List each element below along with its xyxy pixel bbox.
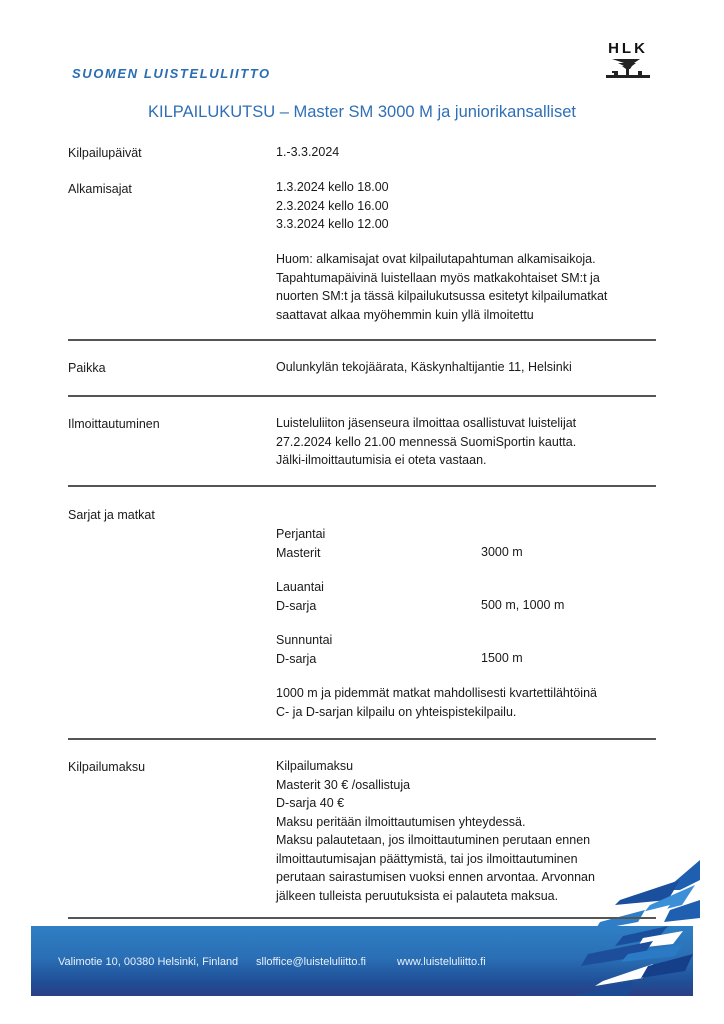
hlk-logo-text: HLK xyxy=(608,40,648,57)
fee-line: jälkeen tulleista peruutuksista ei palauteta maksua. xyxy=(276,888,559,903)
class-name: Masterit xyxy=(276,545,321,560)
divider xyxy=(68,339,656,341)
fee-line: D-sarja 40 € xyxy=(276,796,345,810)
series-note: 1000 m ja pidemmät matkat mahdollisesti kvartettilähtöinä xyxy=(276,686,597,700)
series-label: Sarjat ja matkat xyxy=(68,508,155,522)
day-name: Perjantai xyxy=(276,527,326,541)
footer-email-link[interactable]: slloffice@luisteluliitto.fi xyxy=(256,956,367,968)
footer-band xyxy=(31,926,693,996)
fee-line: ilmoittautumisajan päättymistä, tai jos ilmoittautuminen xyxy=(276,851,578,866)
place-value: Oulunkylän tekojäärata, Käskynhaltijantie 11, Helsinki xyxy=(276,360,572,374)
class-name: D-sarja xyxy=(276,651,317,666)
hlk-logo xyxy=(604,40,652,86)
divider xyxy=(68,738,656,740)
note-line: Tapahtumapäivinä luistellaan myös matkakohtaiset SM:t ja xyxy=(276,270,600,285)
fee-line: perutaan sairastumisen vuoksi ennen arvontaa. Arvonnan xyxy=(276,870,595,884)
start-times-list xyxy=(276,178,389,234)
place-label: Paikka xyxy=(68,361,106,375)
footer-address: Valimotie 10, 00380 Helsinki, Finland xyxy=(58,956,239,968)
distances-sunday: 1500 m xyxy=(481,651,523,665)
organization-name: SUOMEN LUISTELULIITTO xyxy=(72,66,271,81)
note-line: nuorten SM:t ja tässä kilpailukutsussa esitetyt kilpailumatkat xyxy=(276,289,608,303)
skating-rink-logo-icon xyxy=(604,57,652,81)
registration-line: Jälki-ilmoittautumisia ei oteta vastaan. xyxy=(276,453,487,467)
start-time: 1.3.2024 kello 18.00 xyxy=(276,180,389,194)
note-line: Huom: alkamisajat ovat kilpailutapahtuman alkamisaikoja. xyxy=(276,252,596,266)
start-times-label: Alkamisajat xyxy=(68,182,132,196)
registration-text xyxy=(276,414,576,470)
fee-line: Kilpailumaksu xyxy=(276,759,354,773)
footer-website-link[interactable]: www.luisteluliitto.fi xyxy=(397,956,486,968)
series-day-sunday xyxy=(276,631,332,668)
registration-line: Luisteluliiton jäsenseura ilmoittaa osallistuvat luistelijat xyxy=(276,416,577,430)
start-time: 3.3.2024 kello 12.00 xyxy=(276,217,389,231)
fee-line: Masterit 30 € /osallistuja xyxy=(276,777,411,792)
registration-label: Ilmoittautuminen xyxy=(68,417,160,431)
divider xyxy=(68,395,656,397)
divider xyxy=(68,917,656,919)
dates-value: 1.-3.3.2024 xyxy=(276,145,340,159)
series-notes xyxy=(276,684,597,721)
fee-line: Maksu palautetaan, jos ilmoittautuminen perutaan ennen xyxy=(276,833,591,847)
distances-friday: 3000 m xyxy=(481,545,523,559)
start-times-note xyxy=(276,250,607,324)
footer-stripes-icon xyxy=(533,926,693,996)
fee-label: Kilpailumaksu xyxy=(68,760,146,774)
day-name: Sunnuntai xyxy=(276,633,333,647)
series-day-saturday xyxy=(276,578,324,615)
registration-line: 27.2.2024 kello 21.00 mennessä SuomiSportin kautta. xyxy=(276,434,577,449)
divider xyxy=(68,485,656,487)
fee-line: Maksu peritään ilmoittautumisen yhteydessä. xyxy=(276,814,526,829)
fee-text xyxy=(276,757,595,905)
note-line: saattavat alkaa myöhemmin kuin yllä ilmoitettu xyxy=(276,307,534,322)
day-name: Lauantai xyxy=(276,580,324,594)
dates-label: Kilpailupäivät xyxy=(68,146,142,160)
distances-saturday: 500 m, 1000 m xyxy=(481,598,565,612)
series-note: C- ja D-sarjan kilpailu on yhteispistekilpailu. xyxy=(276,704,517,719)
series-day-friday xyxy=(276,525,325,562)
page-title: KILPAILUKUTSU – Master SM 3000 M ja juniorikansalliset xyxy=(148,103,576,121)
start-time: 2.3.2024 kello 16.00 xyxy=(276,198,389,213)
class-name: D-sarja xyxy=(276,598,317,613)
